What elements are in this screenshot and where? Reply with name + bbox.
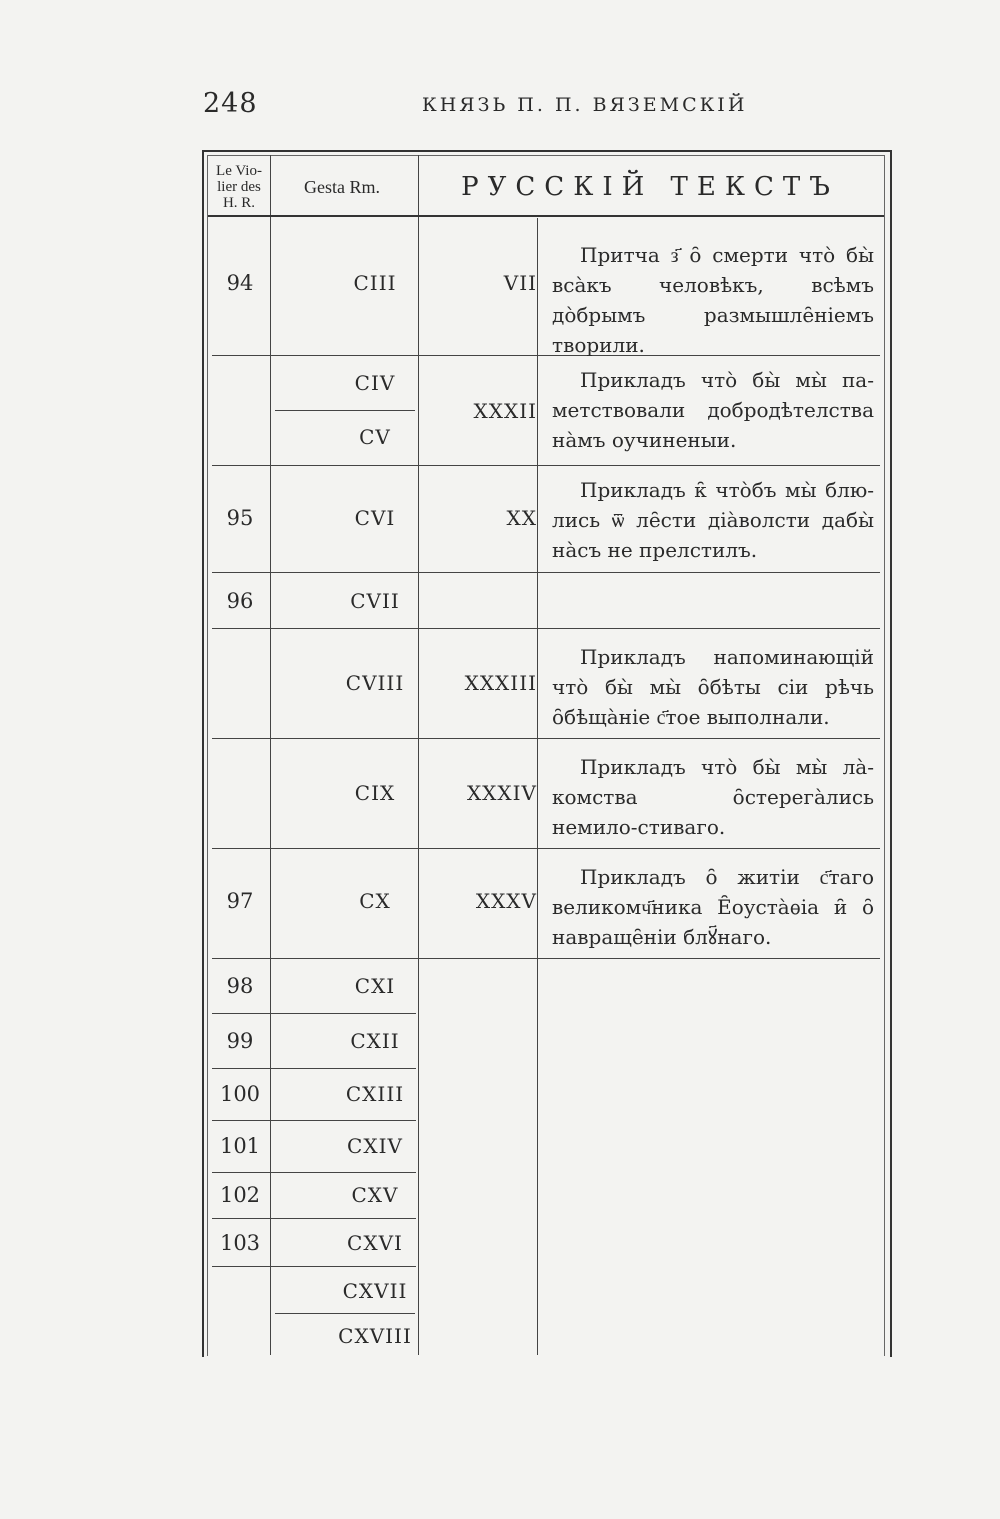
header-violier-line: lier des [217,179,261,195]
row-rule [275,410,415,411]
running-title: КНЯЗЬ П. П. ВЯЗЕМСКІЙ [422,94,748,116]
table-row-text: Прикладъ что̀ бы̀ мы̀ ла̀-комства о̑стерега̀лись немило-стиваго. [552,755,874,839]
row-rule [212,738,880,739]
header-violier [210,160,268,214]
table-row-violier: 95 [226,506,254,530]
table-row-gesta: CV [359,425,391,449]
column-rule [418,155,419,1355]
column-rule [270,155,271,1355]
table-row-gesta: CVI [354,506,396,530]
row-rule [212,628,880,629]
table-row-gesta: CXI [354,974,396,998]
table-row-gesta: CIV [354,371,396,395]
table-row-text: Прикладъ к̑ что̀бъ мы̀ блю-лись ѿ ле̑сти діа̀волсти дабы̀ на̀съ не прелстилъ. [552,478,874,562]
row-rule [212,1013,416,1014]
header-gesta: Gesta Rm. [304,176,380,197]
row-rule [212,1266,416,1267]
table-row-gesta: CXII [350,1029,400,1053]
header-rule [208,215,884,217]
page-number: 248 [203,88,258,119]
table-row-gesta: CXIII [345,1082,405,1106]
row-rule [212,958,880,959]
table-row-gesta: CVII [350,589,400,613]
table-row-russian-no: VII [503,271,537,295]
table-row-violier: 103 [219,1231,261,1255]
table-row-violier: 96 [226,589,254,613]
table-row-gesta: CVIII [345,671,405,695]
table-row-text: Притча з҃ о̑ смерти что̀ бы̀ вса̀къ человѣкъ, всѣмъ до̀брымъ размышле̑ніемъ творили. [552,243,874,357]
table-row-gesta: CX [359,889,391,913]
row-rule [212,572,880,573]
table-row-russian-no: XXXII [473,399,537,423]
table-row-violier: 101 [219,1134,261,1158]
table-row-violier: 98 [226,974,254,998]
row-rule [212,465,880,466]
row-rule [212,1172,416,1173]
table-row-russian-no: XXXIV [466,781,537,805]
table-row-gesta: CXV [351,1183,399,1207]
table-row-text: Прикладъ напоминающій что̀ бы̀ мы̀ о̑бѣты сіи рѣчь о̑бѣща̀ніе с҃тое выполнали. [552,645,874,729]
table-row-violier: 102 [219,1183,261,1207]
table-row-gesta: CXVI [347,1231,403,1255]
table-row-gesta: CXVII [342,1279,408,1303]
table-row-gesta: CIII [353,271,397,295]
table-row-gesta: CXVIII [338,1324,412,1348]
table-row-gesta: CXIV [347,1134,403,1158]
row-rule [212,1218,416,1219]
header-violier-line: Le Vio- [216,163,262,179]
table-row-russian-no: XXXIII [464,671,537,695]
header-russian-text: РУССКІЙ ТЕКСТЪ [461,172,839,202]
row-rule [212,1068,416,1069]
row-rule [212,1120,416,1121]
header-violier-line: H. R. [222,195,256,211]
table-row-gesta: CIX [354,781,396,805]
table-row-text: Прикладъ о̑ житіи с҃таго великомч҃ника Е̑оуста̀ѳіа и̑ о̑ навраще̑ніи блꙋ҃наго. [552,865,874,949]
row-rule [275,1313,415,1314]
table-row-violier: 99 [226,1029,254,1053]
row-rule [212,848,880,849]
table-row-violier: 100 [219,1082,261,1106]
table-row-violier: 97 [226,889,254,913]
table-row-violier: 94 [226,271,254,295]
table-row-russian-no: XX [506,506,537,530]
table-row-text: Прикладъ что̀ бы̀ мы̀ па-метствовали добродѣтелства на̀мъ оучиненыи. [552,368,874,452]
table-row-russian-no: XXXV [475,889,537,913]
